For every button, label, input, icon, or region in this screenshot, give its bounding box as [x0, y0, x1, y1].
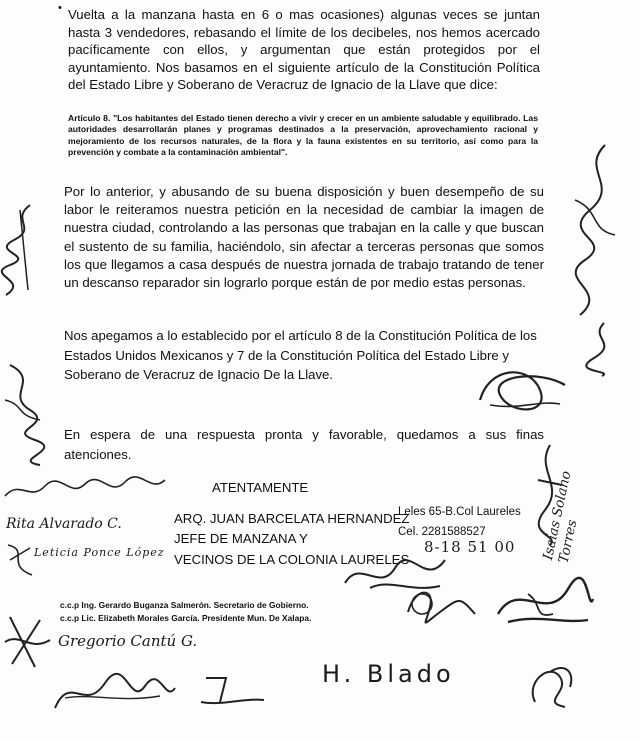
- signer-group: VECINOS DE LA COLONIA LAURELES: [174, 552, 410, 567]
- paragraph-3: Nos apegamos a lo establecido por el artículo 8 de la Constitución Política de los Estados Unidos Mexicanos y 7 de la Constitución Política del Estado Libre y Soberano de Veracruz de Ignacio De la Llave.: [64, 328, 537, 382]
- article-lead: Artículo 8.: [68, 113, 111, 123]
- contact-phone-handwritten: 8-18 51 00: [424, 538, 516, 556]
- handwritten-name-leticia: Leticia Ponce López: [34, 546, 165, 559]
- closing-paragraph: En espera de una respuesta pronta y favorable, quedamos a sus finas atenciones.: [64, 427, 544, 462]
- article-text: "Los habitantes del Estado tienen derecho a vivir y crecer en un ambiente saludable y equilibrado. Las autoridades desarrollarán planes y programas destinados a la preservación, aprovechamiento racional y mejoramiento de los recursos naturales, de la flora y la fauna existentes en su territorio, así como para la prevención y combate a la contaminación ambiental".: [68, 113, 538, 158]
- ccp-1: c.c.p Ing. Gerardo Buganza Salmerón. Secretario de Gobierno.: [60, 600, 309, 610]
- contact-address: Leles 65-B.Col Laureles: [398, 506, 521, 518]
- signer-name: ARQ. JUAN BARCELATA HERNANDEZ: [174, 511, 410, 526]
- article-quote: [68, 113, 538, 159]
- handwritten-name-hblado: H. Blado: [322, 660, 455, 688]
- contact-phone: Cel. 2281588527: [398, 526, 486, 538]
- bullet-icon: •: [58, 2, 62, 14]
- signer-role: JEFE DE MANZANA Y: [174, 531, 308, 546]
- ccp-2: c.c.p Lic. Elizabeth Morales García. Presidente Mun. De Xalapa.: [60, 613, 312, 623]
- salutation: ATENTAMENTE: [212, 480, 309, 495]
- handwritten-name-gregorio: Gregorio Cantú G.: [58, 632, 198, 650]
- handwritten-name-isaias: Isaías Solano Torres: [540, 469, 581, 565]
- paragraph-2: Por lo anterior, y abusando de su buena disposición y buen desempeño de su labor le reiteramos nuestra petición en la necesidad de cambiar la imagen de nuestra ciudad, controlando a las personas que trabajan en la calle y que buscan el sustento de su familia, haciéndolo, sin afectar a terceras personas que somos los que llegamos a casa después de nuestra jornada de trabajo tratando de tener un descanso reparador sin lograrlo porque están de por medio estas personas.: [64, 184, 544, 291]
- intro-paragraph: Vuelta a la manzana hasta en 6 o mas ocasiones) algunas veces se juntan hasta 3 vendedores, rebasando el límite de los decibeles, nos hemos acercado pacíficamente con ellos, y argumentan que están protegidos por el ayuntamiento. Nos basamos en el siguiente artículo de la Constitución Política del Estado Libre y Soberano de Veracruz de Ignacio de la Llave que dice:: [68, 7, 540, 92]
- handwritten-name-rita: Rita Alvarado C.: [6, 516, 122, 532]
